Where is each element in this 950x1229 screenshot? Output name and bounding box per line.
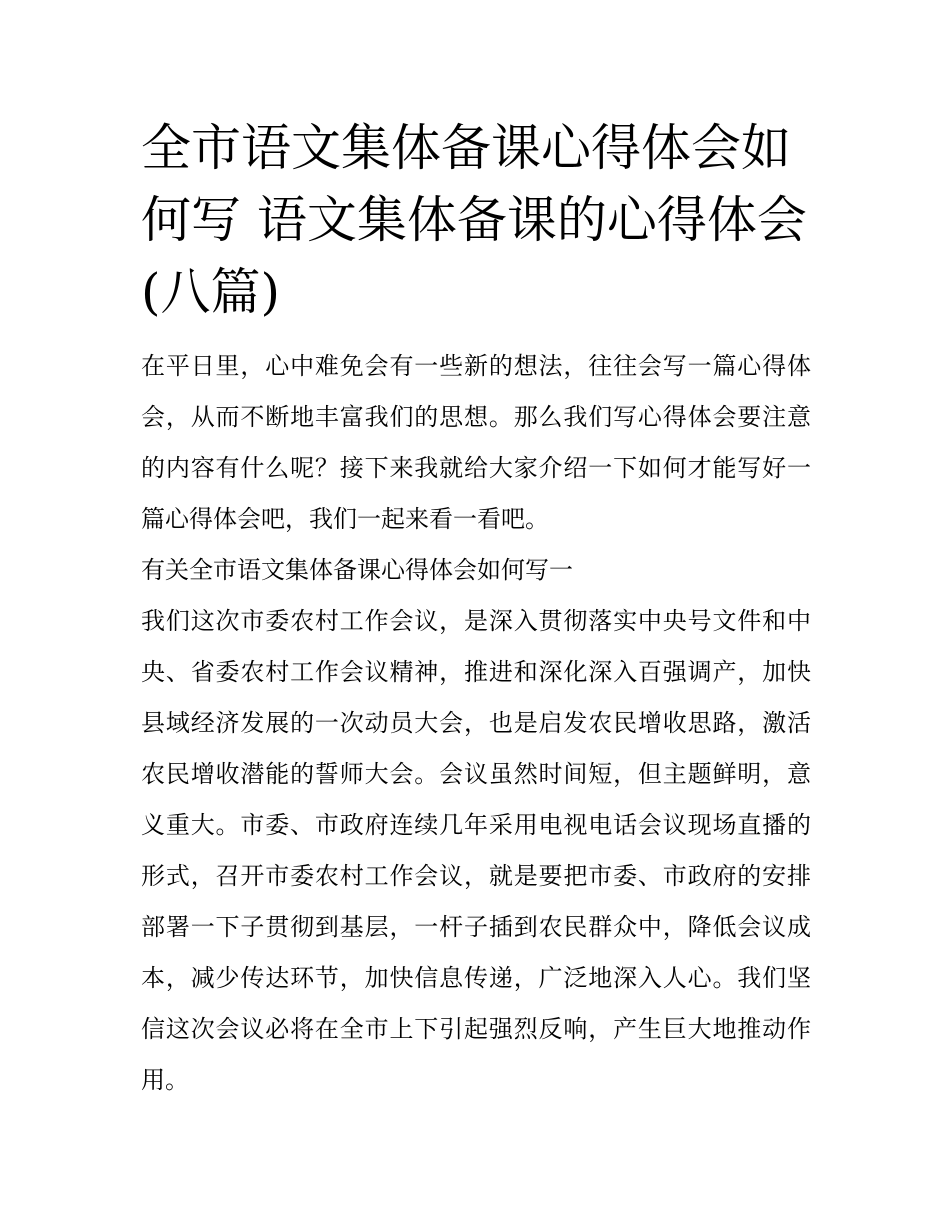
document-body	[141, 341, 811, 1106]
document-title: 全市语文集体备课心得体会如何写 语文集体备课的心得体会(八篇)	[141, 119, 807, 321]
document-content	[141, 112, 811, 1106]
section-paragraph: 我们这次市委农村工作会议，是深入贯彻落实中央号文件和中央、省委农村工作会议精神，推进和深化深入百强调产，加快县域经济发展的一次动员大会，也是启发农民增收思路，激活农民增收潜能的誓师大会。会议虽然时间短，但主题鲜明，意义重大。市委、市政府连续几年采用电视电话会议现场直播的形式，召开市委农村工作会议，就是要把市委、市政府的安排部署一下子贯彻到基层，一杆子插到农民群众中，降低会议成本，减少传达环节，加快信息传递，广泛地深入人心。我们坚信这次会议必将在全市上下引起强烈反响，产生巨大地推动作用。	[141, 607, 811, 1094]
section-heading: 有关全市语文集体备课心得体会如何写一	[141, 556, 573, 584]
intro-paragraph: 在平日里，心中难免会有一些新的想法，往往会写一篇心得体会，从而不断地丰富我们的思想。那么我们写心得体会要注意的内容有什么呢？接下来我就给大家介绍一下如何才能写好一篇心得体会吧，我们一起来看一看吧。	[141, 352, 811, 533]
